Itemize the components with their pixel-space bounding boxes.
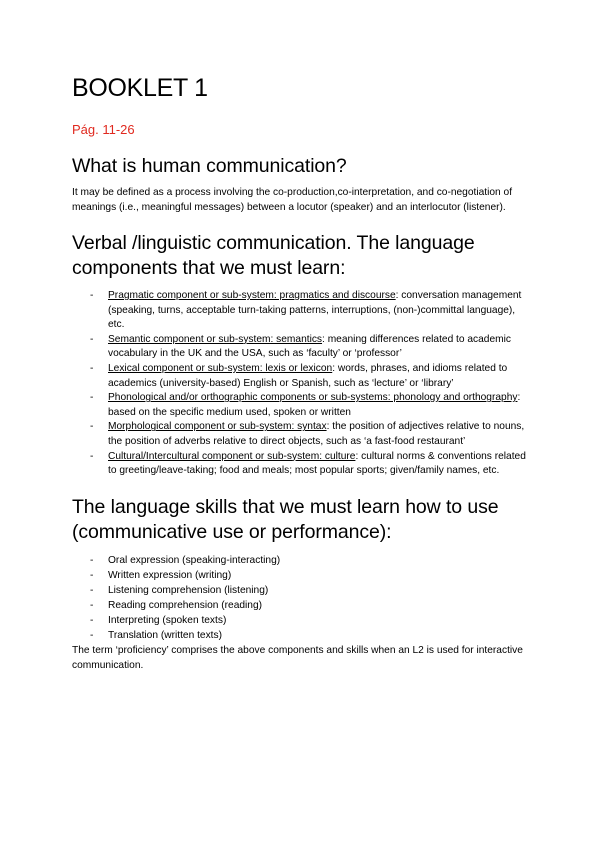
component-description: : meaning differences related to academic vocabulary in the UK and the USA, such as ‘faculty’ or ‘professor’ — [108, 333, 511, 360]
list-item: - Reading comprehension (reading) — [108, 598, 528, 613]
proficiency-paragraph: The term ‘proficiency’ comprises the above components and skills when an L2 is used for interactive communication. — [72, 644, 523, 671]
list-item — [108, 362, 528, 391]
component-description: : words, phrases, and idioms related to academics (university-based) English or Spanish, such as ‘lecture’ or ‘library’ — [108, 362, 508, 389]
component-term: Morphological component or sub-system: syntax — [108, 421, 327, 433]
heading-human-communication: What is human communication? — [72, 155, 347, 177]
component-term: Cultural/Intercultural component or sub-system: culture — [108, 450, 356, 462]
list-item: - Translation (written texts) — [108, 628, 528, 643]
definition-paragraph: It may be defined as a process involving the co-production,co-interpretation, and co-negotiation of meanings (i.e., meaningful messages) between a locutor (speaker) and an interlocutor (listener). — [72, 187, 513, 213]
component-term: Pragmatic component or sub-system: pragmatics and discourse — [108, 290, 396, 301]
list-item — [108, 420, 528, 449]
component-description: : conversation management (speaking, turns, acceptable turn-taking patterns, interruptions, (non-)committal language), etc. — [108, 290, 522, 331]
list-item: - Oral expression (speaking-interacting) — [108, 553, 528, 568]
component-description: : the position of adjectives relative to nouns, the position of adverbs relative to direct objects, such as ‘a fast-food restaurant’ — [108, 421, 525, 447]
component-term: Lexical component or sub-system: lexis or lexicon — [108, 362, 333, 374]
list-item: - Written expression (writing) — [108, 568, 528, 583]
skills-list — [72, 553, 528, 643]
component-term: Semantic component or sub-system: semantics — [108, 333, 323, 345]
list-item: - Listening comprehension (listening) — [108, 583, 528, 598]
components-list — [72, 289, 528, 479]
heading-language-skills: The language skills that we must learn how to use (communicative use or performance): — [72, 495, 499, 543]
list-item — [108, 391, 528, 420]
component-description: : based on the specific medium used, spoken or written — [108, 392, 521, 418]
booklet-title: BOOKLET 1 — [72, 74, 208, 102]
list-item — [108, 450, 528, 479]
list-item — [108, 333, 528, 362]
list-item: - Interpreting (spoken texts) — [108, 613, 528, 628]
list-item — [108, 289, 528, 333]
page-range-reference: Pág. 11-26 — [72, 122, 135, 137]
component-description: : cultural norms & conventions related to greeting/leave-taking; food and meals; most popular sports; given/family names, etc. — [108, 450, 526, 477]
heading-language-components: Verbal /linguistic communication. The language components that we must learn: — [72, 232, 475, 279]
component-term: Phonological and/or orthographic components or sub-systems: phonology and orthography — [108, 392, 518, 404]
